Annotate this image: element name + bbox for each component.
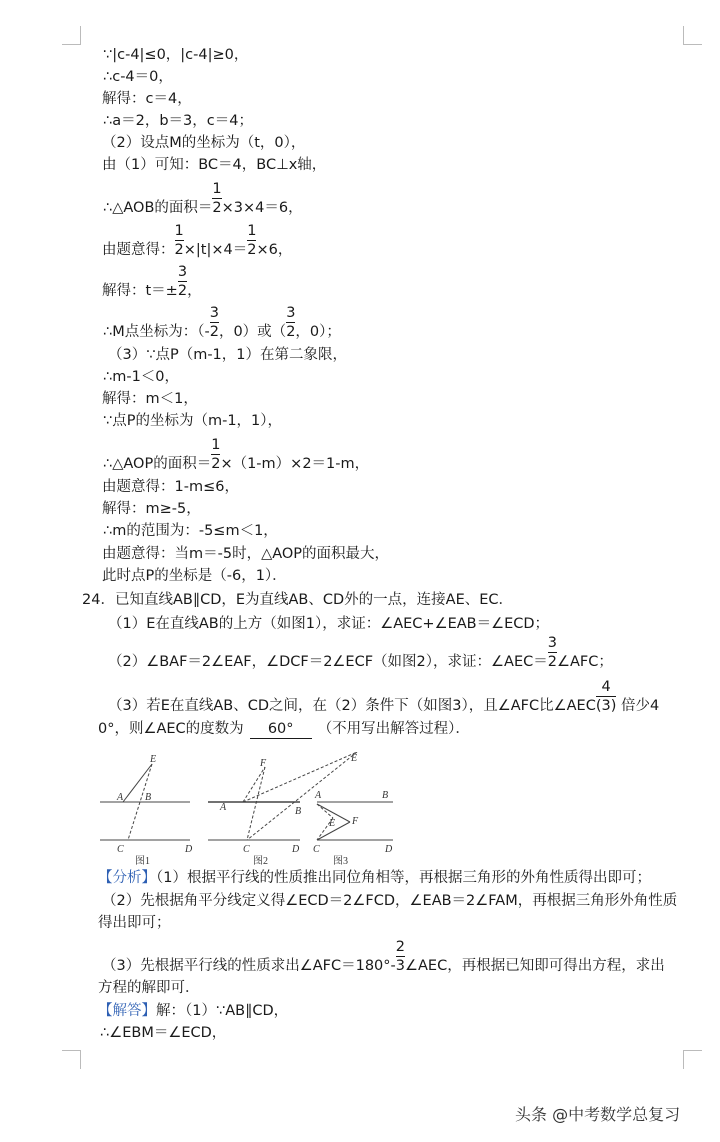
text: ∴△AOB的面积＝ bbox=[103, 200, 213, 216]
corner-mark-bottom-left bbox=[62, 1050, 81, 1069]
fig2-label: E bbox=[351, 753, 358, 764]
fig1-label: A bbox=[117, 792, 124, 803]
solution-line: ∴m-1＜0， bbox=[103, 369, 180, 385]
text: ×（1-m）×2＝1-m， bbox=[220, 456, 370, 472]
answer-blank: 60° bbox=[250, 720, 312, 739]
text: ∴△AOP的面积＝ bbox=[103, 456, 212, 472]
fig3-label: F bbox=[352, 816, 359, 827]
numerator: 1 bbox=[211, 437, 221, 453]
text: 倍少4 bbox=[616, 698, 660, 714]
analysis-line-3 bbox=[102, 939, 665, 975]
fraction bbox=[595, 679, 617, 715]
solution-line: ∴c-4＝0， bbox=[103, 69, 173, 85]
fig2-label: C bbox=[243, 844, 250, 855]
analysis-line-2b: 得出即可； bbox=[98, 915, 171, 931]
text: 解：（1）∵AB∥CD， bbox=[156, 1003, 289, 1019]
watermark-footer: 头条 @中考数学总复习 bbox=[515, 1105, 681, 1124]
denominator: (3) bbox=[595, 698, 617, 714]
solution-line: ∴a＝2，b＝3，c＝4； bbox=[103, 113, 253, 129]
text: ×3×4＝6， bbox=[221, 200, 303, 216]
numerator: 1 bbox=[174, 223, 184, 239]
text: ×|t|×4＝ bbox=[183, 242, 248, 258]
figures bbox=[95, 752, 405, 868]
corner-mark-top-left bbox=[62, 26, 81, 45]
fig1-label: B bbox=[145, 792, 152, 803]
corner-mark-top-right bbox=[683, 26, 702, 45]
fraction bbox=[395, 939, 405, 975]
text: （不用写出解答过程）． bbox=[317, 721, 470, 737]
analysis-line-3b: 方程的解即可． bbox=[98, 980, 200, 996]
text: ∠AEC，再根据已知即可得出方程，求出 bbox=[405, 958, 665, 974]
fig2-label: D bbox=[292, 844, 300, 855]
numerator: 3 bbox=[286, 305, 296, 321]
numerator: 4 bbox=[596, 678, 617, 697]
fig2-label: F bbox=[260, 758, 267, 769]
analysis-line-2: （2）先根据角平分线定义得∠ECD＝2∠FCD，∠EAB＝2∠FAM，再根据三角形外角性质 bbox=[102, 893, 678, 909]
fig1-label: E bbox=[150, 754, 157, 765]
solution-line: ∴m的范围为：-5≤m＜1， bbox=[103, 523, 278, 539]
fig1-label: C bbox=[117, 844, 124, 855]
question-24-stem: 24．已知直线AB∥CD，E为直线AB、CD外的一点，连接AE、EC． bbox=[82, 592, 514, 608]
text: ×6， bbox=[256, 242, 293, 258]
fraction bbox=[212, 181, 222, 217]
fig3-caption: 图3 bbox=[333, 856, 348, 867]
text: ， bbox=[187, 283, 202, 299]
fraction bbox=[177, 264, 188, 300]
denominator: 2 bbox=[286, 324, 296, 340]
solution-line: （2）设点M的坐标为（t，0）， bbox=[102, 135, 306, 151]
fig1-caption: 图1 bbox=[135, 856, 150, 867]
analysis-tag: 【分析】 bbox=[98, 870, 156, 886]
text: 解得：t＝± bbox=[102, 283, 178, 299]
question-24-part-2 bbox=[108, 635, 613, 671]
fraction bbox=[286, 305, 296, 341]
solution-line: 解得：m≥-5， bbox=[102, 501, 201, 517]
denominator: 2 bbox=[212, 200, 222, 216]
fig3-label: A bbox=[315, 790, 322, 801]
text: （3）若E在直线AB、CD之间，在（2）条件下（如图3），且∠AFC比∠AEC bbox=[108, 698, 596, 714]
solution-line-1 bbox=[98, 1002, 288, 1020]
fraction bbox=[174, 223, 184, 259]
numerator: 3 bbox=[209, 305, 219, 321]
denominator: 2 bbox=[177, 283, 188, 299]
fraction bbox=[211, 437, 221, 473]
solution-tag: 【解答】 bbox=[98, 1003, 156, 1019]
text: ∴M点坐标为：（- bbox=[103, 324, 210, 340]
numerator: 3 bbox=[547, 635, 557, 651]
solution-line bbox=[102, 264, 202, 300]
numerator: 1 bbox=[247, 223, 257, 239]
solution-line bbox=[103, 437, 370, 473]
fig2-label: A bbox=[220, 802, 227, 813]
text: （1）根据平行线的性质推出同位角相等，再根据三角形的外角性质得出即可； bbox=[156, 870, 651, 886]
denominator: 3 bbox=[395, 958, 405, 974]
fig3-label: E bbox=[329, 818, 336, 829]
question-24-part-3-cont bbox=[98, 720, 470, 739]
solution-line: 解得：c＝4， bbox=[102, 91, 192, 107]
solution-line: （3）∵点P（m-1，1）在第二象限， bbox=[108, 347, 348, 363]
text: 0°，则∠AEC的度数为 bbox=[98, 721, 244, 737]
solution-line bbox=[102, 223, 293, 259]
fig2-label: B bbox=[295, 806, 302, 817]
analysis-line-1 bbox=[98, 869, 651, 887]
denominator: 2 bbox=[174, 242, 184, 258]
fraction bbox=[247, 223, 257, 259]
solution-line: ∵|c-4|≤0，|c-4|≥0， bbox=[103, 47, 249, 63]
question-24-part-1: （1）E在直线AB的上方（如图1），求证：∠AEC+∠EAB＝∠ECD； bbox=[108, 616, 550, 632]
text: 由题意得： bbox=[102, 242, 175, 258]
text: ，0）； bbox=[295, 324, 341, 340]
solution-line-2: ∴∠EBM＝∠ECD， bbox=[100, 1025, 227, 1041]
solution-line: ∵点P的坐标为（m-1，1）， bbox=[103, 413, 283, 429]
denominator: 2 bbox=[247, 242, 257, 258]
text: ∠AFC； bbox=[556, 654, 613, 670]
solution-line: 由题意得：1-m≤6， bbox=[102, 479, 239, 495]
text: ，0）或（ bbox=[218, 324, 287, 340]
denominator: 2 bbox=[211, 456, 221, 472]
fig3-label: B bbox=[382, 790, 389, 801]
solution-line bbox=[103, 181, 303, 217]
fig3-label: D bbox=[385, 844, 393, 855]
denominator: 2 bbox=[209, 324, 219, 340]
solution-line: 由题意得：当m＝-5时，△AOP的面积最大， bbox=[102, 546, 390, 562]
fraction bbox=[547, 635, 557, 671]
text: （2）∠BAF＝2∠EAF，∠DCF＝2∠ECF（如图2），求证：∠AEC＝ bbox=[108, 654, 548, 670]
corner-mark-bottom-right bbox=[683, 1050, 702, 1069]
fraction bbox=[209, 305, 219, 341]
numerator: 2 bbox=[395, 939, 405, 955]
solution-line: 由（1）可知：BC＝4，BC⊥x轴， bbox=[102, 157, 327, 173]
solution-line: 此时点P的坐标是（-6，1）． bbox=[102, 568, 287, 584]
numerator: 1 bbox=[212, 181, 222, 197]
text: （3）先根据平行线的性质求出∠AFC＝180°- bbox=[102, 958, 396, 974]
numerator: 3 bbox=[177, 264, 188, 280]
fig3-label: C bbox=[313, 844, 320, 855]
question-24-part-3 bbox=[108, 679, 660, 715]
fig2-caption: 图2 bbox=[253, 856, 268, 867]
denominator: 2 bbox=[547, 654, 557, 670]
solution-line bbox=[103, 305, 341, 341]
fig1-label: D bbox=[185, 844, 193, 855]
solution-line: 解得：m＜1， bbox=[102, 391, 198, 407]
